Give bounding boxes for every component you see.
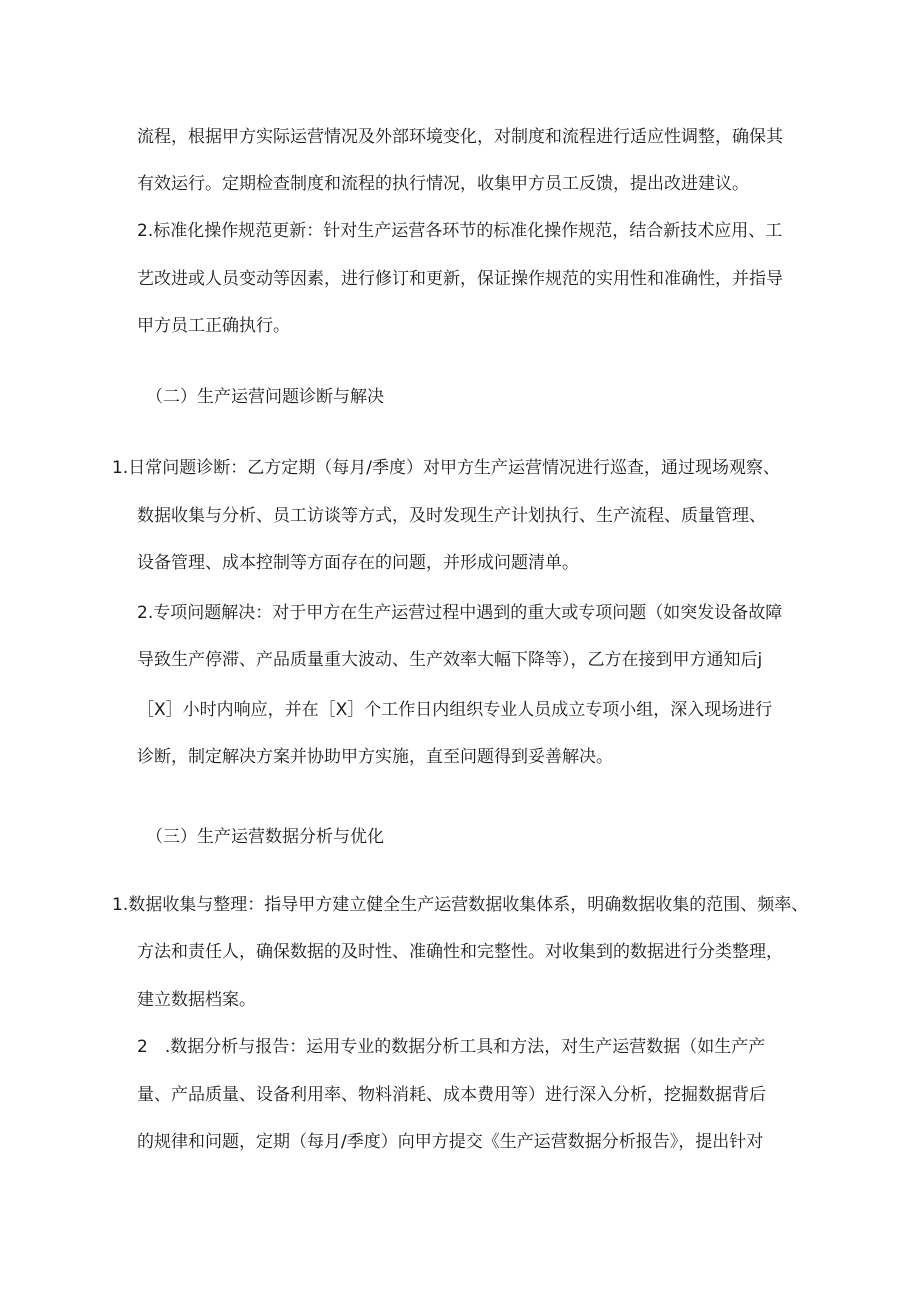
paragraph-line: ［X］小时内响应，并在［X］个工作日内组织专业人员成立专项小组，深入现场进行 [137,700,773,720]
paragraph-line: 有效运行。定期检查制度和流程的执行情况，收集甲方员工反馈，提出改进建议。 [137,174,749,194]
paragraph-line: 诊断，制定解决方案并协助甲方实施，直至问题得到妥善解决。 [137,747,613,767]
paragraph-line: 的规律和问题，定期（每月/季度）向甲方提交《生产运营数据分析报告》，提出针对 [137,1132,764,1152]
paragraph-line: 量、产品质量、设备利用率、物料消耗、成本费用等）进行深入分析，挖掘数据背后 [137,1085,766,1105]
list-item-line: 2.标准化操作规范更新：针对生产运营各环节的标准化操作规范，结合新技术应用、工 [137,221,783,241]
paragraph-line: 甲方员工正确执行。 [137,316,290,336]
paragraph-line: 导致生产停滞、产品质量重大波动、生产效率大幅下降等），乙方在接到甲方通知后j [137,650,763,670]
paragraph-line: 建立数据档案。 [137,990,256,1010]
list-item-line: 2 .数据分析与报告：运用专业的数据分析工具和方法，对生产运营数据（如生产产 [137,1037,766,1057]
list-item-line: 1.数据收集与整理：指导甲方建立健全生产运营数据收集体系，明确数据收集的范围、频率、 [112,895,809,915]
list-item-line: 1.日常问题诊断：乙方定期（每月/季度）对甲方生产运营情况进行巡查，通过现场观察、 [112,458,780,478]
list-item-line: 2.专项问题解决：对于甲方在生产运营过程中遇到的重大或专项问题（如突发设备故障 [137,603,783,623]
paragraph-line: 数据收集与分析、员工访谈等方式，及时发现生产计划执行、生产流程、质量管理、 [137,506,766,526]
paragraph-line: 设备管理、成本控制等方面存在的问题，并形成问题清单。 [137,553,579,573]
section-heading: （二）生产运营问题诊断与解决 [146,387,384,407]
section-heading: （三）生产运营数据分析与优化 [146,827,384,847]
paragraph-line: 方法和责任人，确保数据的及时性、准确性和完整性。对收集到的数据进行分类整理， [137,942,783,962]
paragraph-line: 流程，根据甲方实际运营情况及外部环境变化，对制度和流程进行适应性调整，确保其 [137,127,783,147]
paragraph-line: 艺改进或人员变动等因素，进行修订和更新，保证操作规范的实用性和准确性，并指导 [137,269,783,289]
